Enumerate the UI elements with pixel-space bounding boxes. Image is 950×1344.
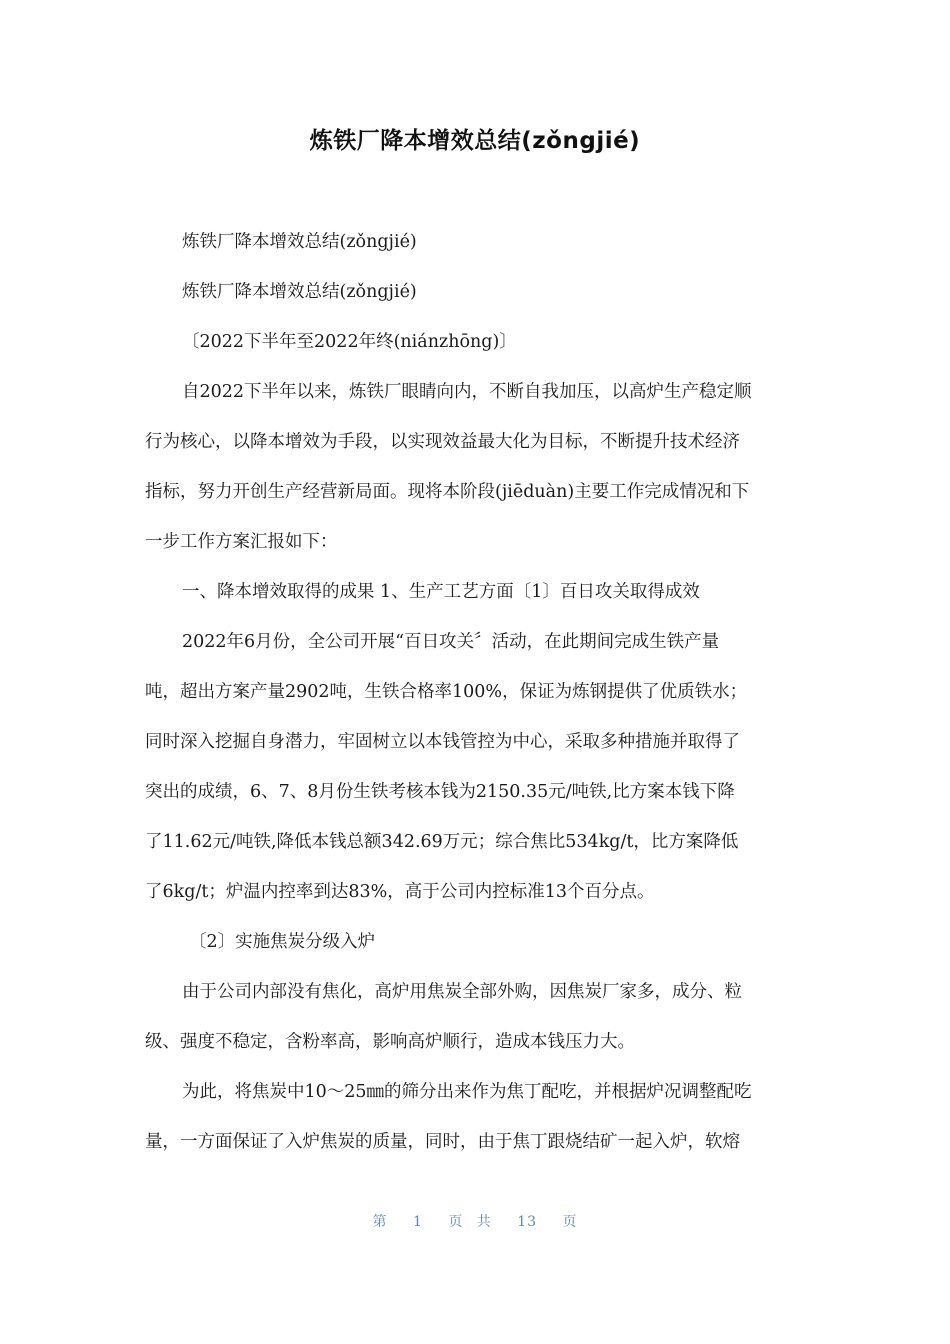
paragraph-line: 突出的成绩，6、7、8月份生铁考核本钱为2150.35元/吨铁,比方案本钱下降 (145, 782, 735, 802)
paragraph-line: 同时深入挖掘自身潜力，牢固树立以本钱管控为中心，采取多种措施并取得了 (145, 732, 740, 752)
paragraph-line: 由于公司内部没有焦化，高炉用焦炭全部外购，因焦炭厂家多，成分、粒 (182, 982, 742, 1002)
page-number: 1 (412, 1214, 423, 1230)
page-footer (0, 1211, 950, 1231)
paragraph-line: 行为核心，以降本增效为手段，以实现效益最大化为目标，不断提升技术经济 (145, 432, 740, 452)
paragraph-line: 自2022下半年以来，炼铁厂眼睛向内，不断自我加压，以高炉生产稳定顺 (182, 382, 752, 402)
paragraph-line: 一、降本增效取得的成果 1、生产工艺方面〔1〕百日攻关取得成效 (182, 582, 700, 602)
paragraph-line: 了11.62元/吨铁,降低本钱总额342.69万元；综合焦比534kg/t，比方案降低 (145, 832, 739, 852)
paragraph-line: 炼铁厂降本增效总结(zǒngjié) (182, 282, 417, 302)
paragraph-line: 炼铁厂降本增效总结(zǒngjié) (182, 232, 417, 252)
page-label-mid: 页 共 (448, 1214, 492, 1230)
total-pages: 13 (517, 1214, 538, 1230)
paragraph-line: 一步工作方案汇报如下： (145, 532, 338, 552)
section-heading: 〔2〕实施焦炭分级入炉 (189, 932, 376, 952)
paragraph-line: 〔2022下半年至2022年终(niánzhōng)〕 (182, 332, 517, 352)
paragraph-line: 指标，努力开创生产经营新局面。现将本阶段(jiēduàn)主要工作完成情况和下 (145, 482, 750, 502)
paragraph-line: 级、强度不稳定，含粉率高，影响高炉顺行，造成本钱压力大。 (145, 1032, 635, 1052)
paragraph-line: 吨，超出方案产量2902吨，生铁合格率100%，保证为炼钢提供了优质铁水； (145, 682, 748, 702)
paragraph-line: 量，一方面保证了入炉焦炭的质量，同时，由于焦丁跟烧结矿一起入炉，软熔 (145, 1132, 740, 1152)
paragraph-line: 2022年6月份，全公司开展“百日攻关〞活动，在此期间完成生铁产量 (182, 632, 720, 652)
page-label-prefix: 第 (372, 1214, 388, 1230)
page-label-suffix: 页 (562, 1214, 578, 1230)
paragraph-line: 了6kg/t；炉温内控率到达83%，高于公司内控标准13个百分点。 (145, 882, 655, 902)
paragraph-line: 为此，将焦炭中10～25㎜的筛分出来作为焦丁配吃，并根据炉况调整配吃 (182, 1082, 752, 1102)
document-body (145, 222, 807, 1172)
document-title: 炼铁厂降本增效总结(zǒngjié) (309, 128, 641, 154)
